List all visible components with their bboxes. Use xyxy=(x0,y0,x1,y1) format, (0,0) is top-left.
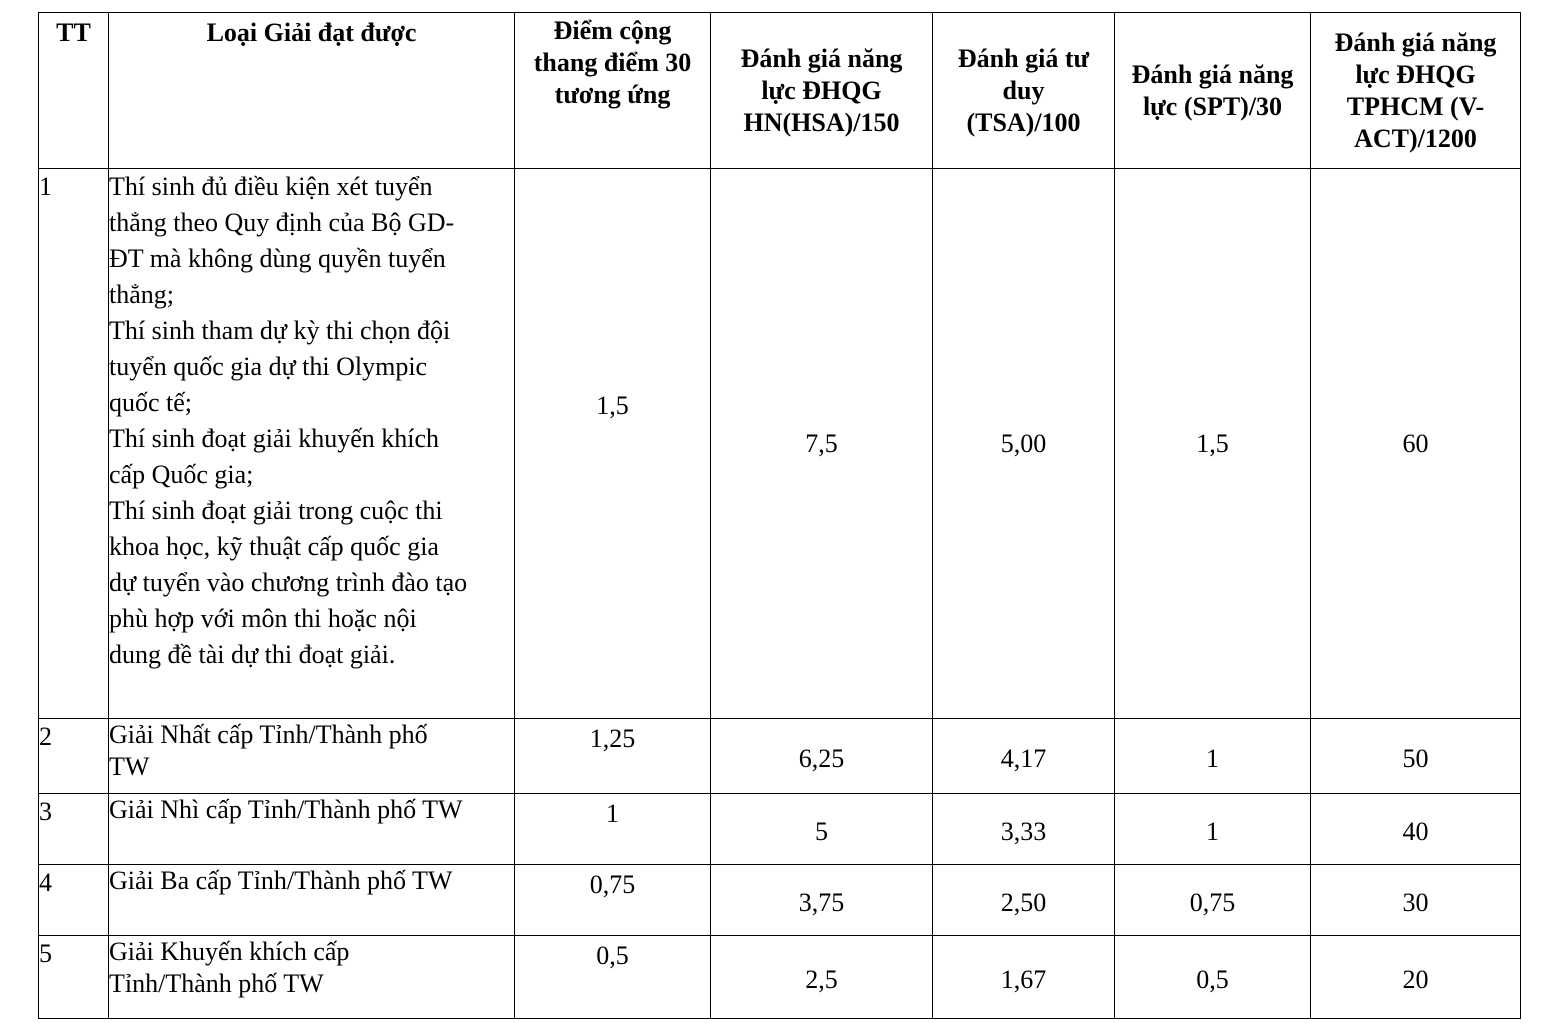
award-line: phù hợp với môn thi hoặc nội xyxy=(109,604,417,633)
award-line: Thí sinh đoạt giải khuyến khích xyxy=(109,424,440,453)
award-line: Thí sinh đủ điều kiện xét tuyển xyxy=(109,172,433,201)
header-bonus-points xyxy=(515,13,711,169)
header-line: (TSA)/100 xyxy=(966,107,1081,137)
table-row xyxy=(39,794,1521,865)
vact-cell: 50 xyxy=(1311,719,1521,794)
award-line: Thí sinh đoạt giải trong cuộc thi xyxy=(109,496,443,525)
award-line: thẳng; xyxy=(109,280,174,309)
header-line: Điểm cộng xyxy=(553,16,672,45)
vact-cell: 20 xyxy=(1311,936,1521,1019)
award-line: Thí sinh tham dự kỳ thi chọn đội xyxy=(109,316,451,345)
tsa-cell: 3,33 xyxy=(933,794,1115,865)
award-line: Tỉnh/Thành phố TW xyxy=(109,969,324,998)
hsa-cell: 7,5 xyxy=(711,169,933,719)
award-line: Giải Khuyến khích cấp xyxy=(109,937,350,966)
award-description xyxy=(109,936,515,1019)
row-number: 1 xyxy=(39,169,109,719)
header-award-type: Loại Giải đạt được xyxy=(109,13,515,169)
table-header-row xyxy=(39,13,1521,169)
row-number: 3 xyxy=(39,794,109,865)
spt-cell: 1 xyxy=(1115,794,1311,865)
award-line: cấp Quốc gia; xyxy=(109,460,254,489)
award-line: Giải Nhì cấp Tỉnh/Thành phố TW xyxy=(109,795,463,824)
header-line: Đánh giá năng xyxy=(740,43,903,73)
header-hsa xyxy=(711,13,933,169)
award-line: dung đề tài dự thi đoạt giải. xyxy=(109,640,396,669)
hsa-cell: 2,5 xyxy=(711,936,933,1019)
award-description xyxy=(109,865,515,936)
hsa-cell: 6,25 xyxy=(711,719,933,794)
award-description xyxy=(109,719,515,794)
tsa-cell: 5,00 xyxy=(933,169,1115,719)
award-line: Giải Ba cấp Tỉnh/Thành phố TW xyxy=(109,866,453,895)
award-description xyxy=(109,794,515,865)
award-line: Giải Nhất cấp Tỉnh/Thành phố xyxy=(109,720,428,749)
bonus-points-cell: 0,5 xyxy=(515,936,711,1019)
header-line: ACT)/1200 xyxy=(1354,123,1477,153)
header-vact xyxy=(1311,13,1521,169)
header-line: lực ĐHQG xyxy=(1355,59,1476,89)
vact-cell: 30 xyxy=(1311,865,1521,936)
spt-cell: 0,5 xyxy=(1115,936,1311,1019)
tsa-cell: 2,50 xyxy=(933,865,1115,936)
row-number: 2 xyxy=(39,719,109,794)
header-line: duy xyxy=(1002,75,1045,105)
header-line: TPHCM (V- xyxy=(1346,91,1485,121)
header-line: lực ĐHQG xyxy=(761,75,882,105)
hsa-cell: 3,75 xyxy=(711,865,933,936)
header-line: Đánh giá năng xyxy=(1334,27,1497,57)
row-number: 4 xyxy=(39,865,109,936)
vact-cell: 60 xyxy=(1311,169,1521,719)
spt-cell: 0,75 xyxy=(1115,865,1311,936)
tsa-cell: 4,17 xyxy=(933,719,1115,794)
bonus-points-cell: 0,75 xyxy=(515,865,711,936)
bonus-points-cell: 1 xyxy=(515,794,711,865)
award-line: TW xyxy=(109,752,150,781)
award-line: dự tuyển vào chương trình đào tạo xyxy=(109,568,468,597)
table-row xyxy=(39,936,1521,1019)
hsa-cell: 5 xyxy=(711,794,933,865)
header-line: Đánh giá năng xyxy=(1131,59,1294,89)
award-line: thẳng theo Quy định của Bộ GD- xyxy=(109,208,455,237)
header-spt xyxy=(1115,13,1311,169)
row-number: 5 xyxy=(39,936,109,1019)
table-row xyxy=(39,719,1521,794)
header-line: Đánh giá tư xyxy=(957,43,1090,73)
header-line: HN(HSA)/150 xyxy=(743,107,900,137)
spt-cell: 1,5 xyxy=(1115,169,1311,719)
table-row xyxy=(39,865,1521,936)
award-line: quốc tế; xyxy=(109,388,193,417)
header-line: tương ứng xyxy=(554,80,671,109)
award-line: ĐT mà không dùng quyền tuyển xyxy=(109,244,446,273)
bonus-points-cell: 1,5 xyxy=(515,169,711,719)
header-line: thang điểm 30 xyxy=(533,48,692,77)
award-line: khoa học, kỹ thuật cấp quốc gia xyxy=(109,532,439,561)
spt-cell: 1 xyxy=(1115,719,1311,794)
award-description xyxy=(109,169,515,719)
table-row xyxy=(39,169,1521,719)
vact-cell: 40 xyxy=(1311,794,1521,865)
bonus-points-cell: 1,25 xyxy=(515,719,711,794)
header-line: lực (SPT)/30 xyxy=(1142,91,1283,121)
header-tsa xyxy=(933,13,1115,169)
header-tt: TT xyxy=(39,13,109,169)
award-bonus-table xyxy=(38,12,1521,1019)
tsa-cell: 1,67 xyxy=(933,936,1115,1019)
award-line: tuyển quốc gia dự thi Olympic xyxy=(109,352,428,381)
